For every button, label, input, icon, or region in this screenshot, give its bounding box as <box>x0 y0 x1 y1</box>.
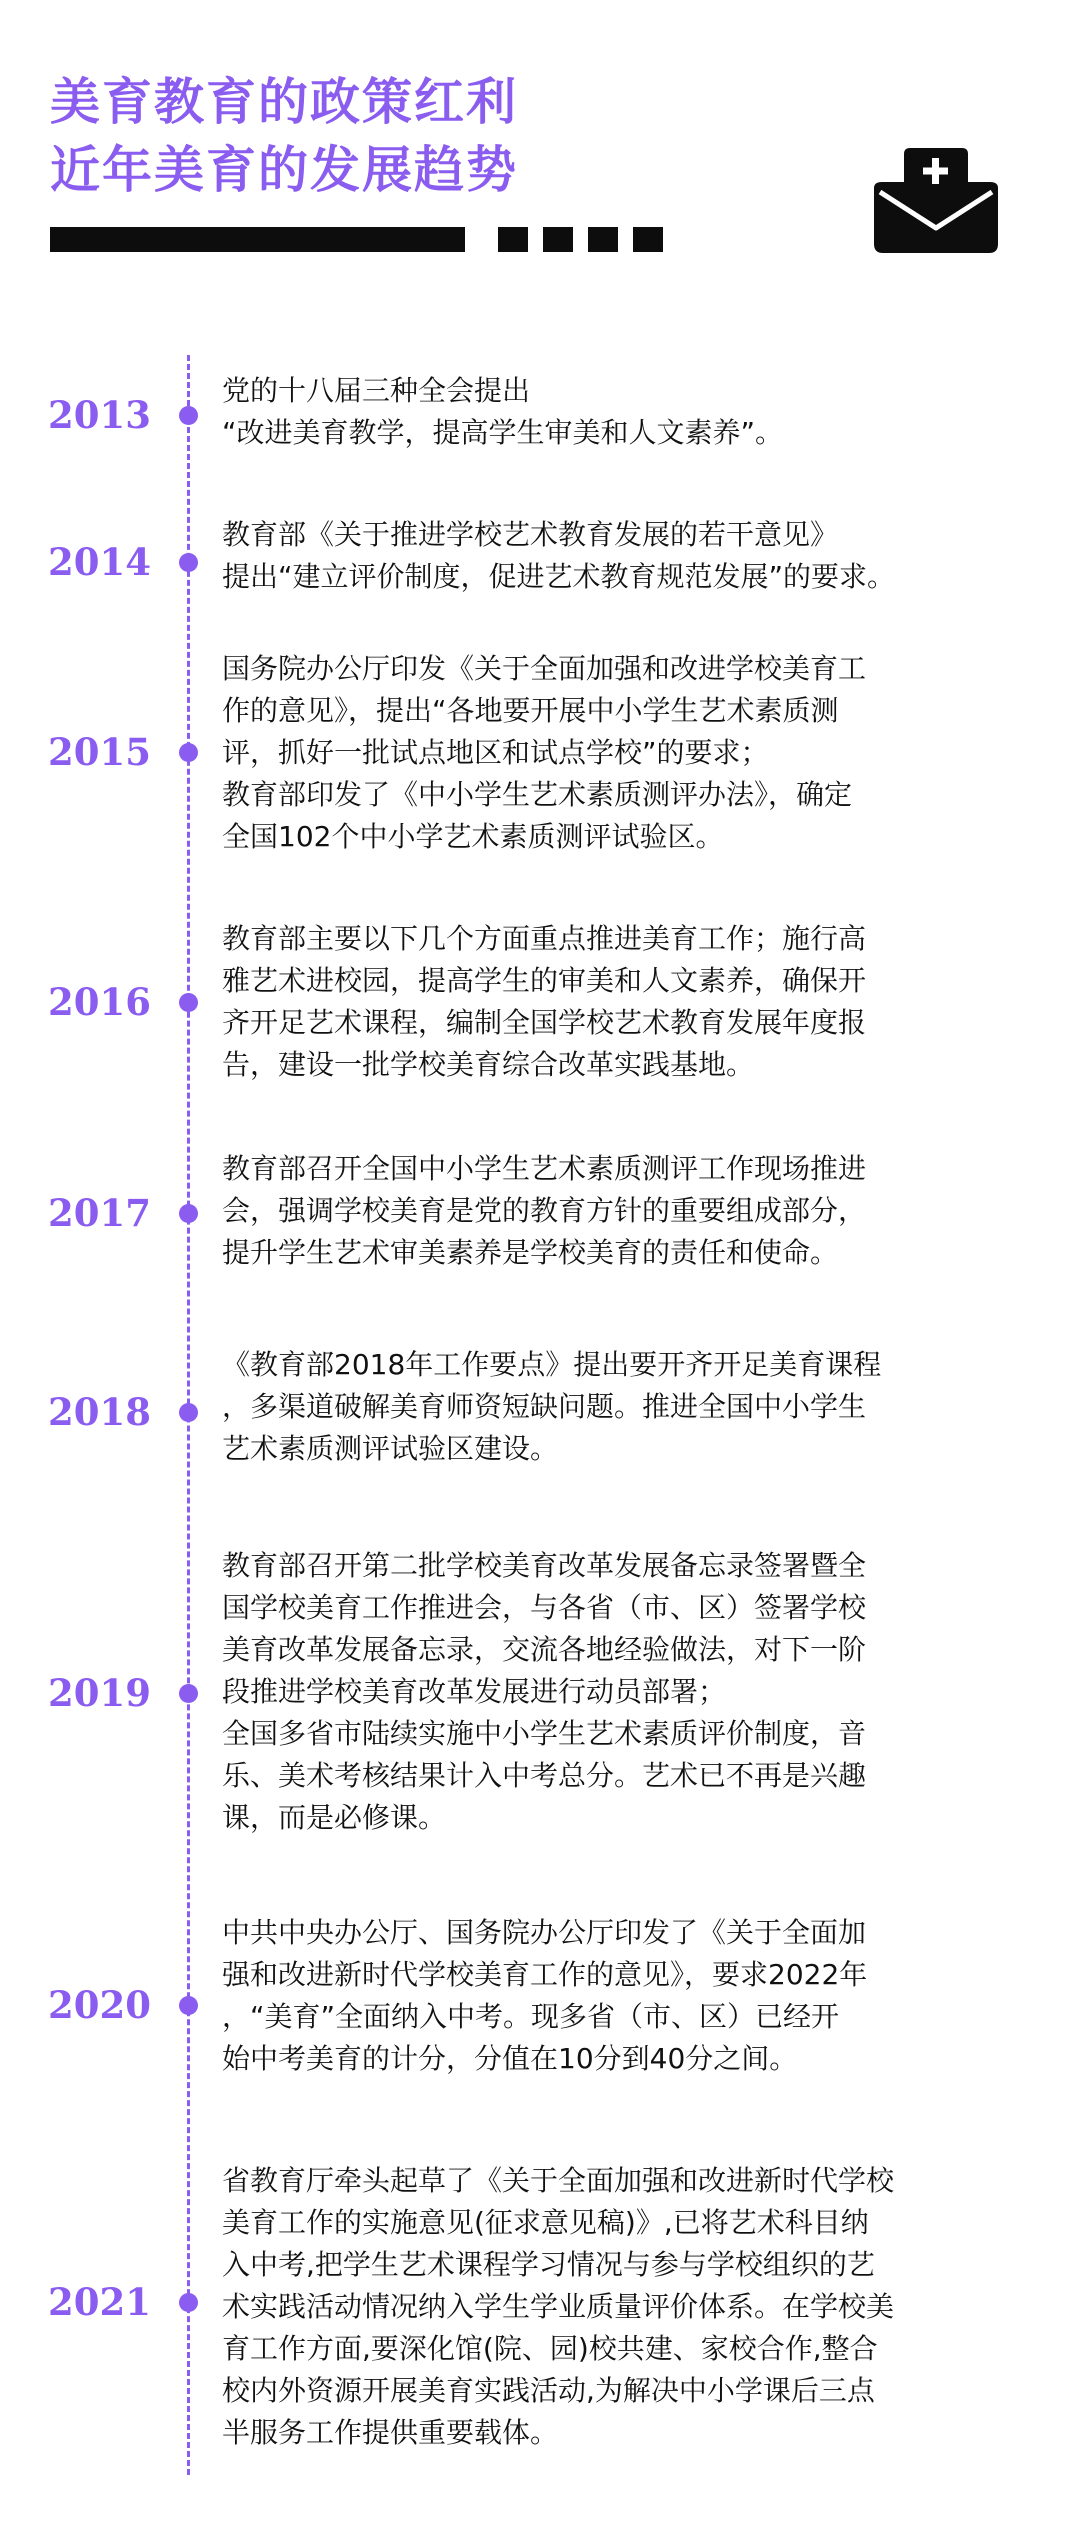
description-line: “改进美育教学，提高学生审美和人文素养”。 <box>222 416 784 449</box>
description-line: 中共中央办公厅、国务院办公厅印发了《关于全面加 <box>222 1916 867 1949</box>
description-line: 提出“建立评价制度，促进艺术教育规范发展”的要求。 <box>222 560 896 593</box>
timeline-description <box>222 918 1062 1086</box>
description-line: 段推进学校美育改革发展进行动员部署； <box>222 1675 727 1708</box>
page-title <box>50 68 518 204</box>
description-line: 会，强调学校美育是党的教育方针的重要组成部分， <box>222 1194 867 1227</box>
timeline-dot <box>179 1204 198 1223</box>
description-line: 全国多省市陆续实施中小学生艺术素质评价制度，音 <box>222 1717 867 1750</box>
envelope-plus-icon <box>874 148 998 253</box>
description-line: 课，而是必修课。 <box>222 1801 447 1834</box>
description-line: 半服务工作提供重要载体。 <box>222 2416 559 2449</box>
timeline-year: 2019 <box>48 1671 151 1715</box>
description-line: 党的十八届三种全会提出 <box>222 374 531 407</box>
description-line: 教育部主要以下几个方面重点推进美育工作；施行高 <box>222 922 867 955</box>
description-line: 美育工作的实施意见(征求意见稿)》,已将艺术科目纳 <box>222 2206 869 2239</box>
description-line: 入中考,把学生艺术课程学习情况与参与学校组织的艺 <box>222 2248 875 2281</box>
timeline-year: 2014 <box>48 540 151 584</box>
description-line: 育工作方面,要深化馆(院、园)校共建、家校合作,整合 <box>222 2332 878 2365</box>
description-line: 作的意见》，提出“各地要开展中小学生艺术素质测 <box>222 694 839 727</box>
description-line: 校内外资源开展美育实践活动,为解决中小学课后三点 <box>222 2374 875 2407</box>
timeline-year: 2021 <box>48 2280 151 2324</box>
timeline-description <box>222 648 1062 858</box>
timeline-year: 2018 <box>48 1390 151 1434</box>
description-line: 省教育厅牵头起草了《关于全面加强和改进新时代学校 <box>222 2164 895 2197</box>
description-line: 教育部召开第二批学校美育改革发展备忘录签署暨全 <box>222 1549 867 1582</box>
description-line: 雅艺术进校园，提高学生的审美和人文素养，确保开 <box>222 964 867 997</box>
description-line: ，“美育”全面纳入中考。现多省（市、区）已经开 <box>222 2000 840 2033</box>
timeline-year: 2013 <box>48 393 151 437</box>
timeline-dot <box>179 553 198 572</box>
description-line: 国学校美育工作推进会，与各省（市、区）签署学校 <box>222 1591 867 1624</box>
decorative-square <box>588 227 618 252</box>
description-line: 评，抓好一批试点地区和试点学校”的要求； <box>222 736 769 769</box>
timeline-year: 2015 <box>48 730 151 774</box>
timeline-dot <box>179 2293 198 2312</box>
timeline-description <box>222 1912 1062 2080</box>
description-line: 术实践活动情况纳入学生学业质量评价体系。在学校美 <box>222 2290 895 2323</box>
timeline-dot <box>179 743 198 762</box>
title-line-1: 美育教育的政策红利 <box>50 73 518 131</box>
title-line-2: 近年美育的发展趋势 <box>50 141 518 199</box>
description-line: 乐、美术考核结果计入中考总分。艺术已不再是兴趣 <box>222 1759 867 1792</box>
description-line: 全国102个中小学艺术素质测评试验区。 <box>222 820 724 853</box>
timeline-dot <box>179 1996 198 2015</box>
timeline-description <box>222 2160 1062 2454</box>
timeline-dot <box>179 1684 198 1703</box>
timeline-description <box>222 1344 1062 1470</box>
timeline-description <box>222 1545 1062 1839</box>
description-line: 提升学生艺术审美素养是学校美育的责任和使命。 <box>222 1236 839 1269</box>
timeline-description <box>222 514 1062 598</box>
timeline-year: 2017 <box>48 1191 151 1235</box>
decorative-square <box>498 227 528 252</box>
description-line: ，多渠道破解美育师资短缺问题。推进全国中小学生 <box>222 1390 867 1423</box>
timeline-description <box>222 1148 1062 1274</box>
description-line: 教育部召开全国中小学生艺术素质测评工作现场推进 <box>222 1152 867 1185</box>
description-line: 美育改革发展备忘录，交流各地经验做法，对下一阶 <box>222 1633 867 1666</box>
timeline-dot <box>179 406 198 425</box>
timeline-year: 2020 <box>48 1983 151 2027</box>
decorative-square <box>633 227 663 252</box>
timeline-year: 2016 <box>48 980 151 1024</box>
description-line: 齐开足艺术课程，编制全国学校艺术教育发展年度报 <box>222 1006 867 1039</box>
timeline-dot <box>179 993 198 1012</box>
timeline-dot <box>179 1403 198 1422</box>
timeline-description <box>222 370 1062 454</box>
description-line: 始中考美育的计分，分值在10分到40分之间。 <box>222 2042 798 2075</box>
description-line: 教育部印发了《中小学生艺术素质测评办法》，确定 <box>222 778 853 811</box>
description-line: 告，建设一批学校美育综合改革实践基地。 <box>222 1048 755 1081</box>
description-line: 《教育部2018年工作要点》提出要开齐开足美育课程 <box>222 1348 882 1381</box>
description-line: 教育部《关于推进学校艺术教育发展的若干意见》 <box>222 518 839 551</box>
decorative-bar <box>50 227 465 252</box>
description-line: 强和改进新时代学校美育工作的意见》，要求2022年 <box>222 1958 868 1991</box>
description-line: 艺术素质测评试验区建设。 <box>222 1432 559 1465</box>
decorative-square <box>543 227 573 252</box>
description-line: 国务院办公厅印发《关于全面加强和改进学校美育工 <box>222 652 867 685</box>
